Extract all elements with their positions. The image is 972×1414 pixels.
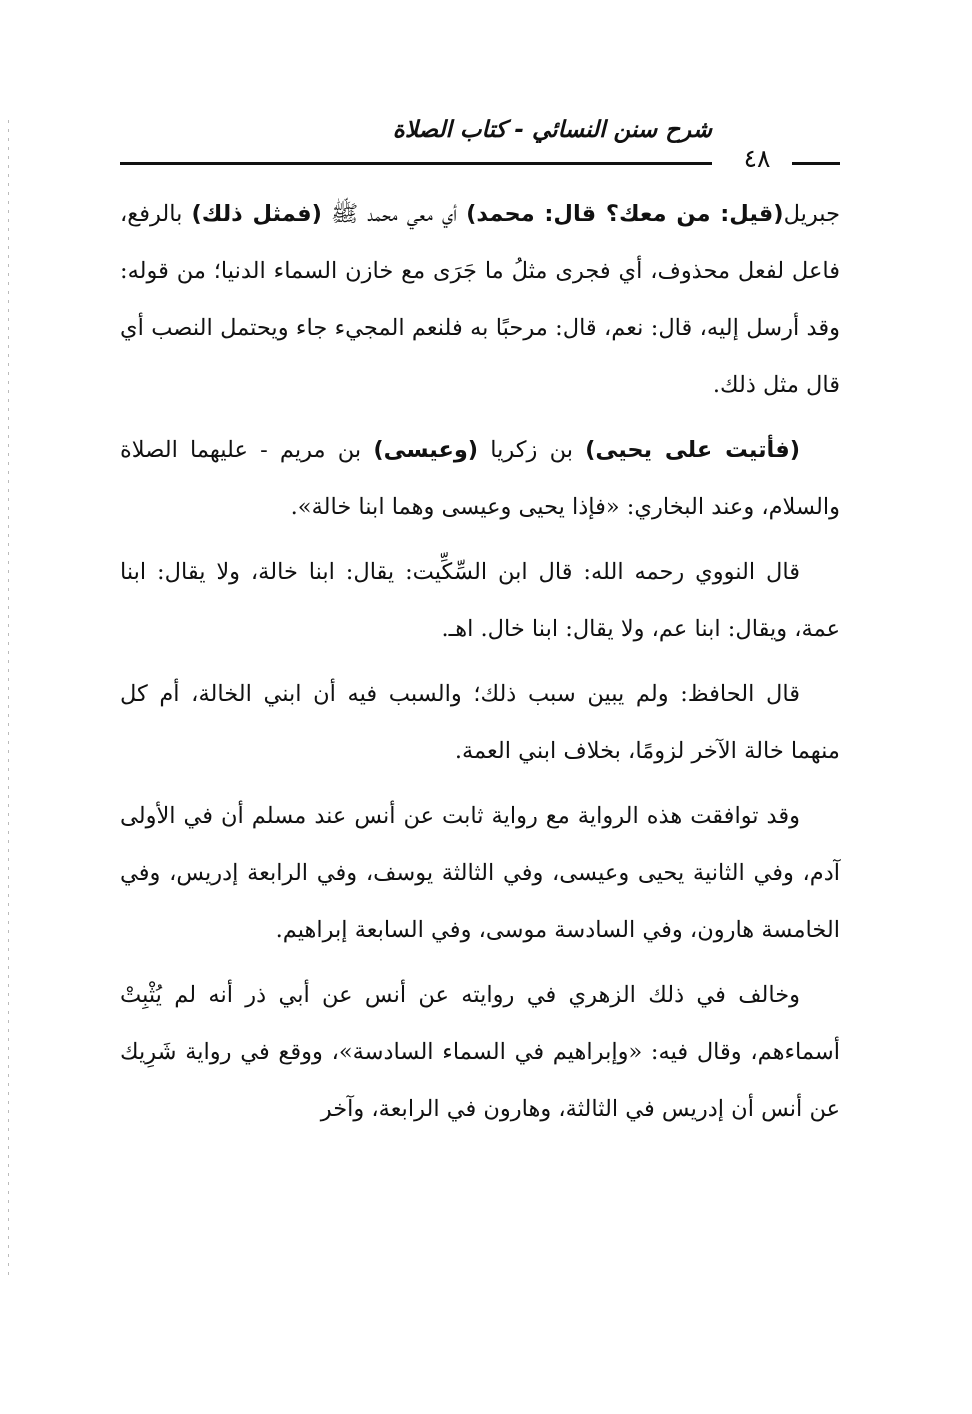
text-segment: بالرفع، فاعل لفعل محذوف، أي فجرى مثلُ ما جَرَى مع خازن السماء الدنيا؛ من قوله: وقد أرسل إليه، قال: نعم، قال: مرحبًا به فلنعم المجيء جاء ويحتمل النصب أي قال مثل ذلك.: [120, 201, 840, 398]
bold-text-segment: (فمثل ذلك): [191, 201, 322, 227]
paragraph-6: [120, 967, 840, 1138]
text-segment: أي معي محمد ﷺ: [321, 201, 467, 227]
scan-edge-artifact: [8, 120, 9, 1280]
paragraph-4: [120, 666, 840, 780]
paragraph-2: [120, 422, 840, 536]
text-segment: قال النووي رحمه الله: قال ابن السِّكِّيت: يقال: ابنا خالة، ولا يقال: ابنا عمة، ويقال: ابنا عم، ولا يقال: ابنا خال. اهـ.: [120, 559, 840, 642]
paragraph-3: [120, 544, 840, 658]
page-number: ٤٨: [743, 144, 771, 173]
paragraph-1: [120, 186, 840, 414]
bold-text-segment: (قيل: من معك؟ قال: محمد): [466, 201, 784, 227]
body-text: [120, 186, 840, 1146]
header-rule: [120, 162, 712, 165]
page-header: [120, 112, 840, 182]
text-segment: قال الحافظ: ولم يبين سبب ذلك؛ والسبب فيه أن ابني الخالة، أم كل منهما خالة الآخر لزومًا، بخلاف ابني العمة.: [120, 681, 840, 764]
page-number-rule: [792, 162, 840, 165]
text-segment: بن مريم - عليهما الصلاة والسلام، وعند البخاري: «فإذا يحيى وعيسى وهما ابنا خالة».: [120, 437, 840, 520]
bold-text-segment: (فأتيت على يحيى): [585, 437, 800, 463]
text-segment: جبريل: [783, 201, 840, 227]
text-segment: وخالف في ذلك الزهري في روايته عن أنس عن أبي ذر أنه لم يُثْبِتْ أسماءهم، وقال فيه: «وإبراهيم في السماء السادسة»، ووقع في رواية شَرِيك عن أنس أن إدريس في الثالثة، وهارون في الرابعة، وآخر: [120, 982, 840, 1122]
text-segment: بن زكريا: [478, 437, 586, 463]
text-segment: وقد توافقت هذه الرواية مع رواية ثابت عن أنس عند مسلم أن في الأولى آدم، وفي الثانية يحيى وعيسى، وفي الثالثة يوسف، وفي الرابعة إدريس، وفي الخامسة هارون، وفي السادسة موسى، وفي السابعة إبراهيم.: [120, 803, 840, 943]
paragraph-5: [120, 788, 840, 959]
bold-text-segment: (وعيسى): [373, 437, 479, 463]
running-title: شرح سنن النسائي - كتاب الصلاة: [392, 117, 712, 143]
